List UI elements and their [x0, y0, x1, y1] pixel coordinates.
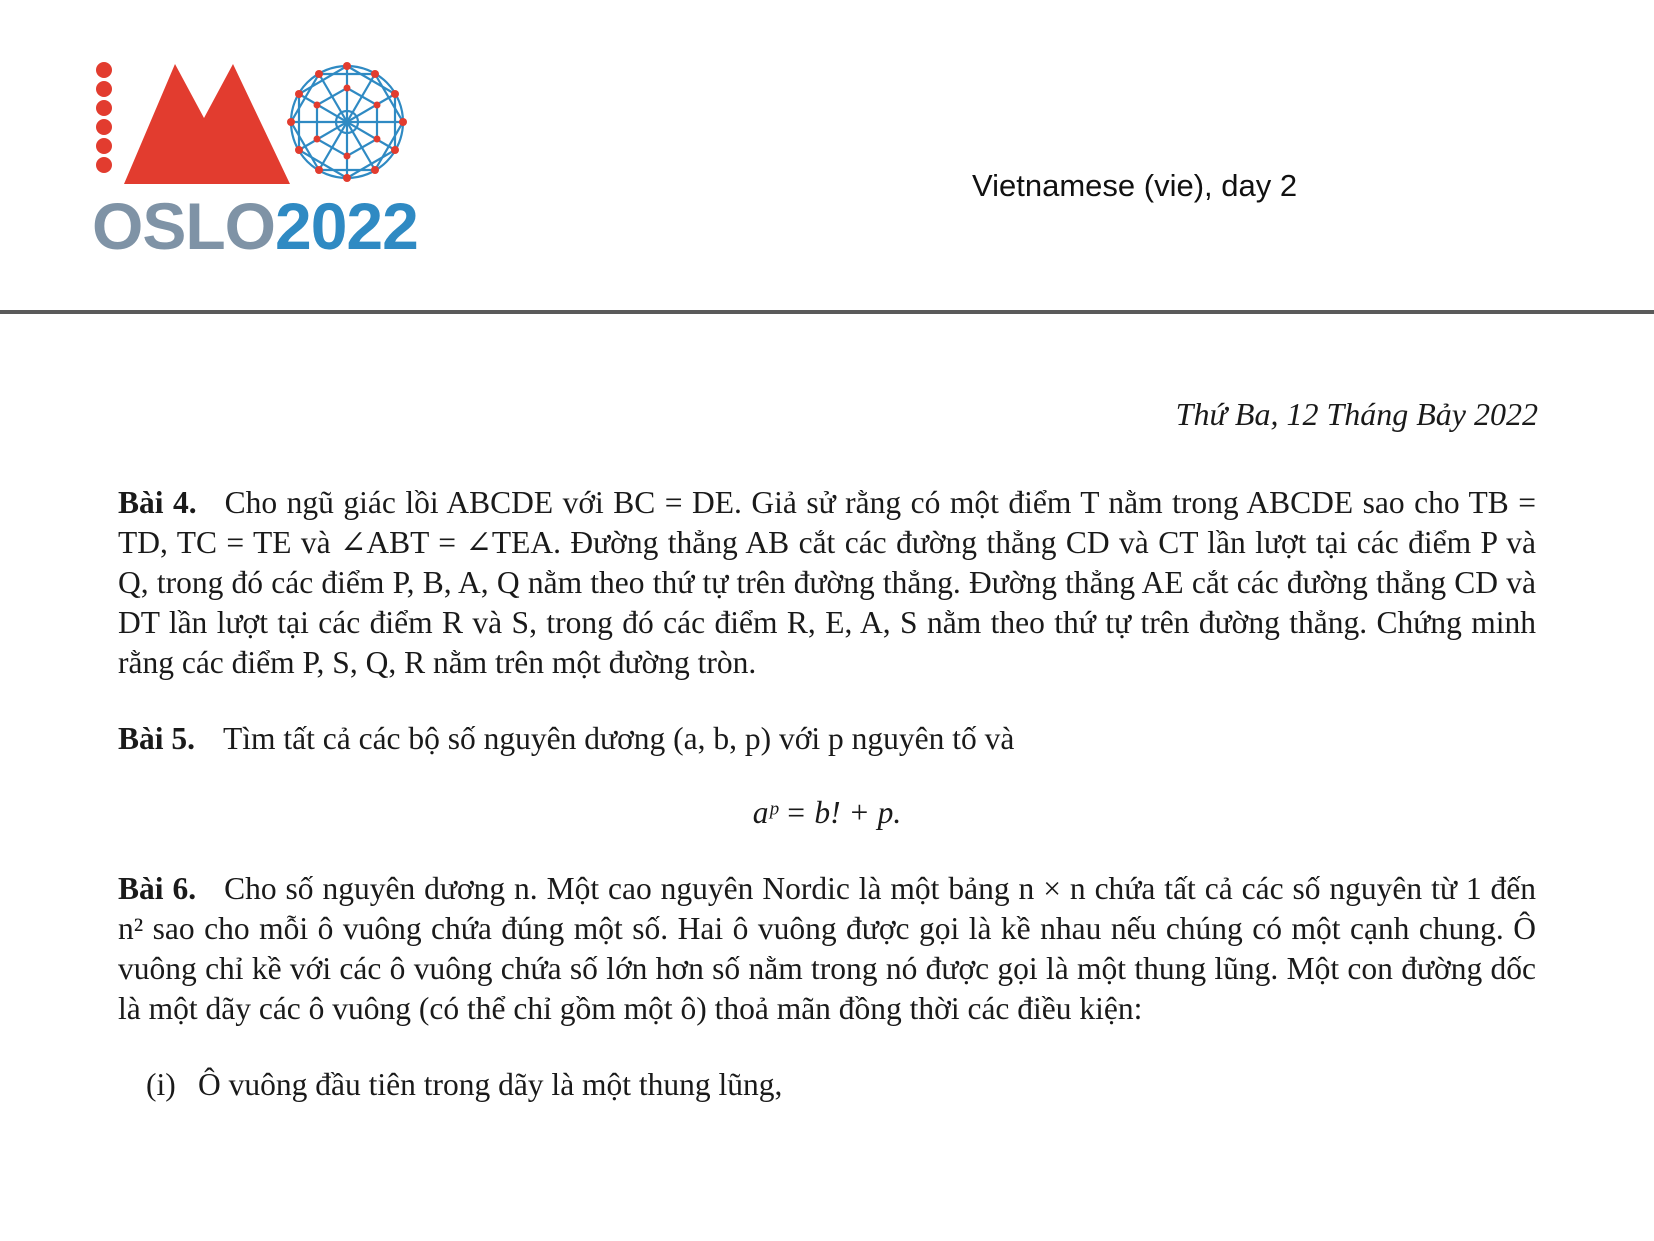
problem-4-text: Cho ngũ giác lồi ABCDE với BC = DE. Giả sử rằng có một điểm T nằm trong ABCDE sao cho TB = TD, TC = TE và ∠ABT = ∠TEA. Đường thẳng AB cắt các đường thẳng CD và CT lần lượt tại các điểm P và Q, trong đó các điểm P, B, A, Q nằm theo thứ tự trên đường thẳng. Đường thẳng AE cắt các đường thẳng CD và DT lần lượt tại các điểm R và S, trong đó các điểm R, E, A, S nằm theo thứ tự trên đường thẳng. Chứng minh rằng các điểm P, S, Q, R nằm trên một đường tròn.	[118, 485, 1537, 680]
problem-4	[118, 483, 1536, 683]
logo-dots	[96, 62, 112, 173]
problem-5-text: Tìm tất cả các bộ số nguyên dương (a, b, p) với p nguyên tố và	[223, 721, 1015, 756]
logo-mountains	[124, 64, 290, 184]
problem-5-equation: aᵖ = b! + p.	[752, 795, 902, 830]
logo-year-text: 2022	[275, 189, 418, 263]
problem-6-label: Bài 6.	[118, 871, 197, 906]
language-day-label: Vietnamese (vie), day 2	[972, 168, 1298, 203]
problem-6	[118, 869, 1536, 1029]
imo-2022-logo	[92, 58, 422, 263]
exam-date: Thứ Ba, 12 Tháng Bảy 2022	[1175, 396, 1538, 432]
problem-5-label: Bài 5.	[118, 721, 196, 756]
logo-wordmark	[92, 189, 418, 263]
list-item-marker: (i)	[146, 1067, 176, 1102]
problem-4-label: Bài 4.	[118, 485, 197, 520]
header-divider	[0, 310, 1654, 314]
list-item-text: Ô vuông đầu tiên trong dãy là một thung lũng,	[198, 1067, 783, 1102]
logo-network	[291, 66, 403, 178]
imo-logo-graphic	[92, 58, 422, 193]
problems-section	[118, 483, 1536, 1105]
problem-6-text: Cho số nguyên dương n. Một cao nguyên Nordic là một bảng n × n chứa tất cả các số nguyên từ 1 đến n² sao cho mỗi ô vuông chứa đúng một số. Hai ô vuông được gọi là kề nhau nếu chúng có một cạnh chung. Ô vuông chỉ kề với các ô vuông chứa số lớn hơn số nằm trong nó được gọi là một thung lũng. Một con đường dốc là một dãy các ô vuông (có thể chỉ gồm một ô) thoả mãn đồng thời các điều kiện:	[118, 871, 1537, 1026]
list-item	[118, 1065, 1536, 1105]
problem-5	[118, 719, 1536, 759]
problem-6-conditions	[118, 1065, 1536, 1105]
logo-oslo-text: OSLO	[92, 189, 276, 263]
